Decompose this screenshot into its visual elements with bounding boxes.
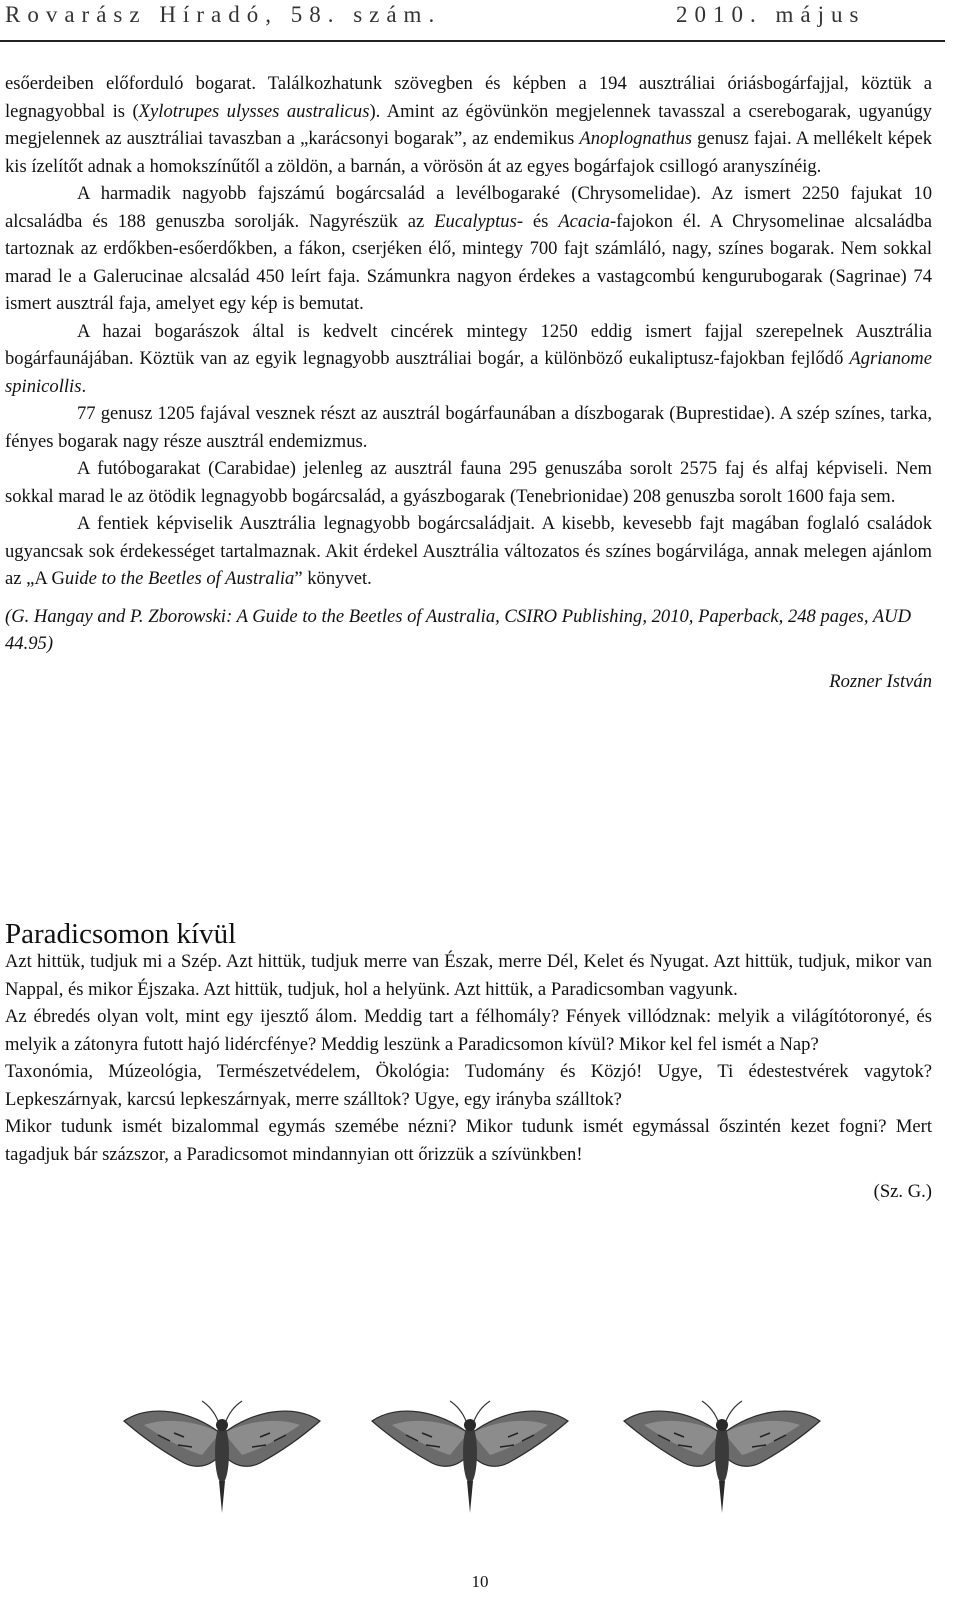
text-run: 77 genusz 1205 fajával vesznek részt az ausztrál bogárfaunában a díszbogarak (Buprestidae). A szép színes, tarka, fényes bogarak nagy része ausztrál endemizmus. [5,403,932,452]
article-author: Rozner István [829,670,932,692]
text-run: - és [516,210,559,232]
text-run: genusz fajai. A mellékelt képek kis ízelítőt adnak a homokszínűtől a zöldön, a barnán, a vörösön át az egyes bogárfajok csillogó aranyszínéig. [5,128,932,177]
text-run: Taxonómia, Múzeológia, Természetvédelem, Ökológia: Tudomány és Közjó! Ugye, Ti édestestvérek vagytok? Lepkeszárnyak, karcsú lepkeszárnyak, merre szálltok? Ugye, egy irányba szálltok? [5,1061,932,1110]
article-signature: (Sz. G.) [873,1181,932,1202]
article-body-beetles [5,70,932,695]
text-run: esőerdeiben előforduló bogarat. Találkozhatunk szövegben és képben a 194 ausztráliai óriásbogárfajjal, köztük a legnagyobbal is ( [5,73,932,122]
text-run: A fentiek képviselik Ausztrália legnagyobb bogárcsaládjait. A kisebb, kevesebb fajt magában foglaló családok ugyancsak sok érdekességet tartalmaznak. Akit érdekel Ausztrália változatos és színes bogárvilága, annak melegen ajánlom az „A G [5,513,932,589]
moth-icon [624,1401,820,1513]
paragraph [5,70,932,180]
paragraph [5,1113,932,1168]
italic-text: Acacia [558,210,610,232]
paragraph [5,180,932,318]
italic-text: Anoplognathus [579,128,693,149]
text-run: A harmadik nagyobb fajszámú bogárcsalád a levélbogaraké (Chrysomelidae). Az ismert 2250 fajukat 10 alcsaládba és 188 genuszba sorolják. Nagyrészük az [5,183,932,232]
paragraph [5,948,932,1003]
issue-date: 2010. május [676,2,866,27]
paragraph [5,1003,932,1058]
paragraph [5,510,932,593]
italic-text: Xylotrupes ulysses australicus [138,100,370,122]
italic-text: Eucalyptus [434,210,517,232]
moth-icon [372,1401,568,1513]
article-body-paradise [5,948,932,1206]
text-run: ” könyvet. [294,568,372,589]
running-header [0,2,940,38]
text-run: A futóbogarakat (Carabidae) jelenleg az ausztrál fauna 295 genuszába sorolt 2575 faj és alfaj képviseli. Nem sokkal marad le az ötödik legnagyobb bogárcsalád, a gyászbogarak (Tenebrionidae) 208 genuszba sorolt 1600 faja sem. [5,458,932,507]
text-run: -fajokon él. A Chrysomelinae alcsaládba tartoznak az erdőkben-esőerdőkben, a fákon, cserjéken élő, mintegy 700 fajt számláló, nagy, színes bogarak. Nem sokkal marad le a Galerucinae alcsalád 450 leírt faja. Számunkra nagyon érdekes a vastagcombú kengurubogarak (Sagrinae) 74 ismert ausztrál faja, amelyet egy kép is bemutat. [5,210,932,314]
moth-icon [124,1401,320,1513]
text-run: ). Amint az égövünkön megjelennek tavasszal a cserebogarak, ugyanúgy megjelennek az ausztráliai tavaszban a „karácsonyi bogarak”, az endemikus [5,100,932,149]
paragraph [5,318,932,401]
page-number: 10 [471,1572,489,1591]
text-run: Mikor tudunk ismét bizalommal egymás szemébe nézni? Mikor tudunk ismét egymással őszintén kezet fogni? Mert tagadjuk bár százszor, a Paradicsomot mindannyian ott őrizzük a szívünkben! [5,1116,932,1165]
book-citation: (G. Hangay and P. Zborowski: A Guide to the Beetles of Australia, CSIRO Publishing, 2010, Paperback, 248 pages, AUD 44.95) [5,605,912,654]
text-run: Azt hittük, tudjuk mi a Szép. Azt hittük, tudjuk merre van Észak, merre Dél, Kelet és Nyugat. Azt hittük, tudjuk, mikor van Nappal, és mikor Éjszaka. Azt hittük, tudjuk, hol a helyünk. Azt hittük, a Paradicsomban vagyunk. [5,951,932,1000]
article-title: Paradicsomon kívül [5,918,237,950]
text-run: A hazai bogarászok által is kedvelt cincérek mintegy 1250 eddig ismert fajjal szerepelnek Ausztrália bogárfaunájában. Köztük van az egyik legnagyobb ausztráliai bogár, a különböző eukaliptusz-fajokban fejlődő [5,320,932,369]
paragraph [5,1058,932,1113]
text-run: Az ébredés olyan volt, mint egy ijesztő álom. Meddig tart a félhomály? Fények villódznak: melyik a világítótoronyé, és melyik a zátonyra futott hajó lidércfénye? Meddig leszünk a Paradicsomon kívül? Mikor kel fel ismét a Nap? [5,1006,932,1055]
italic-text: Agrianome spinicollis [5,348,932,397]
moth-illustration [122,1393,862,1533]
italic-text: uide to the Beetles of Australia [64,568,295,589]
header-rule [0,40,945,42]
paragraph [5,400,932,455]
journal-title: Rovarász Híradó, 58. szám. [5,2,442,27]
paragraph [5,455,932,510]
text-run: . [81,375,87,397]
